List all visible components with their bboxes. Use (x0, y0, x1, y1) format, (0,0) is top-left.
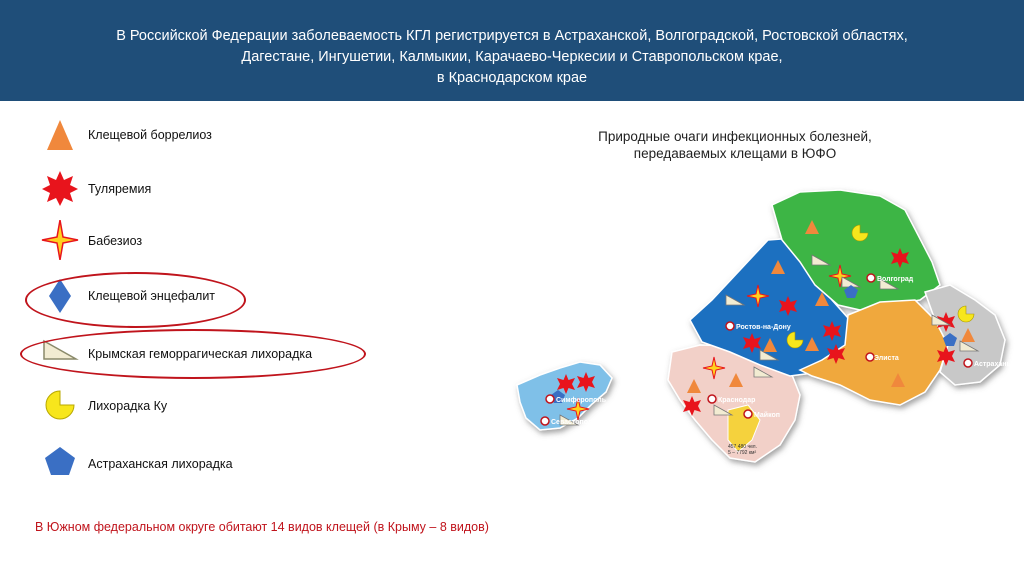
orange-triangle-icon (40, 116, 80, 156)
city-label-astrakhan: Астрахань (974, 361, 1011, 368)
header-banner (0, 0, 1024, 101)
highlight-oval-cchf (20, 329, 366, 379)
city-label-simferopol: Симферополь (556, 397, 607, 404)
legend-label: Клещевой боррелиоз (88, 128, 212, 142)
legend-label: Клещевой энцефалит (88, 289, 216, 303)
city-label-elista: Элиста (874, 355, 899, 362)
city-label-krasnodar: Краснодар (718, 397, 756, 404)
footnote: В Южном федеральном округе обитают 14 видов клещей (в Крыму – 8 видов) (35, 520, 489, 534)
legend-label: Бабезиоз (88, 234, 143, 248)
legend-label: Лихорадка Ку (88, 399, 168, 413)
population-note-line-2: 5 – 7792 км² (728, 450, 757, 456)
city-label-rostov: Ростов-на-Дону (736, 324, 791, 331)
city-label-maykop: Майкоп (754, 412, 781, 419)
header-line-2: Дагестане, Ингушетии, Калмыкии, Карачаево-Черкесии и Ставропольском крае, (241, 49, 783, 65)
map-title (560, 128, 910, 162)
legend-label: Туляремия (88, 182, 152, 196)
blue-pentagon-icon (40, 442, 80, 482)
header-line-3: в Краснодарском крае (436, 70, 588, 86)
population-note-line-1: 457 480 чел. (728, 444, 757, 450)
city-label-volgograd: Волгоград (877, 276, 914, 283)
city-label-sevastopol: Севастополь (551, 419, 597, 426)
yellow-sparkle-star-icon (40, 220, 80, 260)
map-title-line-2: передаваемых клещами в ЮФО (633, 146, 837, 161)
highlight-oval-encephalitis (25, 272, 246, 328)
yellow-pacman-icon (40, 385, 80, 425)
southern-district-map (505, 180, 1020, 480)
header-line-1: В Российской Федерации заболеваемость КГЛ регистрируется в Астраханской, Волгоградской, Ростовской областях, (116, 28, 908, 44)
legend-label: Крымская геморрагическая лихорадка (88, 347, 313, 361)
red-star-icon (40, 168, 80, 208)
legend-label: Астраханская лихорадка (88, 457, 233, 471)
map-title-line-1: Природные очаги инфекционных болезней, (598, 129, 872, 144)
